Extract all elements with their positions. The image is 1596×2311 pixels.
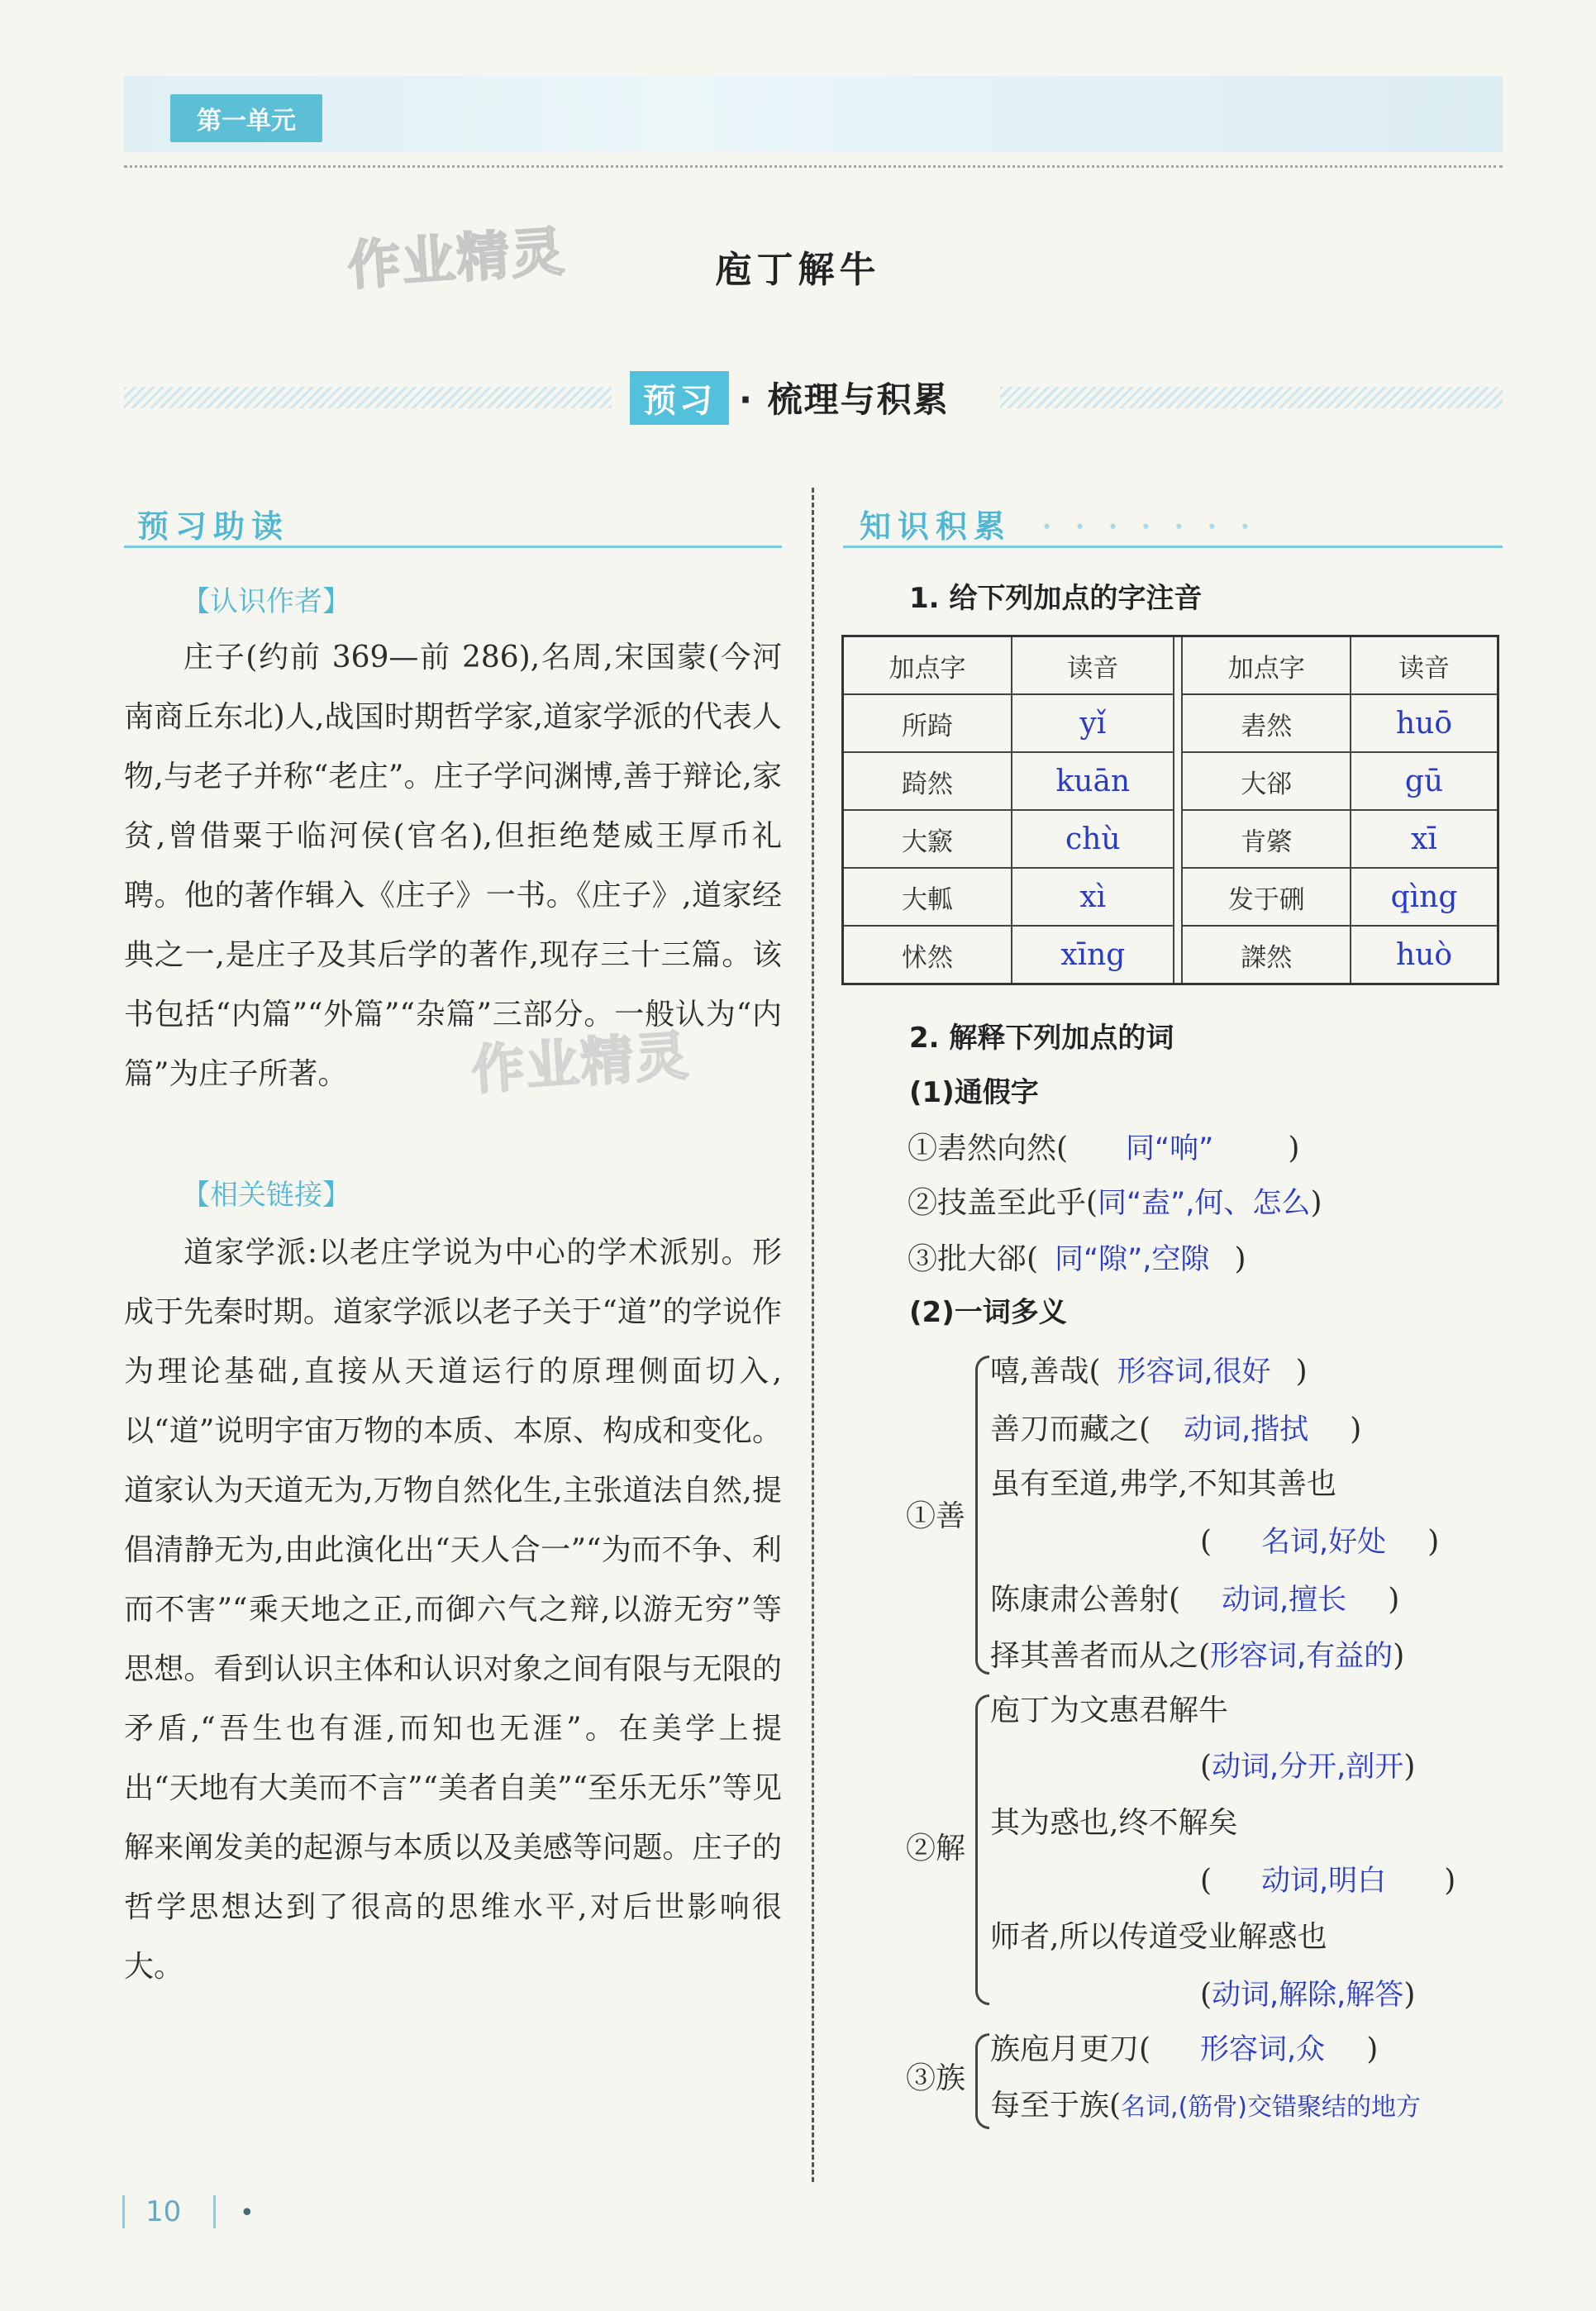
brace-zu <box>975 2033 989 2129</box>
shan-item: 择其善者而从之(形容词,有益的) <box>990 1639 1405 1673</box>
answer: 同“隙”,空隙 <box>1055 1243 1210 1276</box>
table-cell: 大郤 <box>1182 752 1351 810</box>
left-column-heading: 预习助读 <box>137 508 290 545</box>
author-tag: 【认识作者】 <box>182 585 350 618</box>
table-row <box>843 926 1498 984</box>
header-divider <box>124 165 1503 168</box>
jie-item-answer: (动词,解除,解答) <box>1200 1978 1416 2012</box>
section-tag: 预习 <box>630 371 729 425</box>
answer: 形容词,众 <box>1200 2033 1326 2066</box>
table-header-row <box>843 636 1498 695</box>
table-cell: chù <box>1012 810 1174 868</box>
jie-item: 其为惑也,终不解矣 <box>990 1806 1238 1840</box>
page-bar-left <box>122 2195 125 2228</box>
zu-item: 族庖月更刀( 形容词,众 ) <box>990 2032 1379 2066</box>
pinyin-table <box>841 635 1499 985</box>
shan-item: 陈康肃公善射( 动词,擅长 ) <box>990 1583 1400 1617</box>
watermark-2: 作业精灵 <box>469 1025 692 1103</box>
zu-item: 每至于族(名词,(筋骨)交错聚结的地方 <box>990 2089 1421 2123</box>
jie-item-answer: ( 动词,明白 ) <box>1200 1864 1456 1898</box>
table-row <box>843 868 1498 926</box>
page-number: 10 <box>145 2195 182 2228</box>
answer: 名词,好处 <box>1261 1526 1387 1559</box>
table-cell: qìng <box>1351 868 1498 926</box>
section-label: · 梳理与积累 <box>739 379 950 420</box>
table-row <box>843 752 1498 810</box>
answer: 同“盍”,何、怎么 <box>1098 1187 1311 1220</box>
table-header: 读音 <box>1012 636 1174 695</box>
shan-item: 嘻,善哉( 形容词,很好 ) <box>990 1355 1308 1389</box>
jie-item: 师者,所以传道受业解惑也 <box>990 1920 1327 1954</box>
link-paragraph: 道家学派:以老庄学说为中心的学术派别。形成于先秦时期。道家学派以老子关于“道”的学说作为理论基础,直接从天道运行的原理侧面切入,以“道”说明宇宙万物的本质、本原、构成和变化。道家认为天道无为,万物自然化生,主张道法自然,提倡清静无为,由此演化出“天人合一”“为而不争、利而不害”“乘天地之正,而御六气之辩,以游无穷”等思想。看到认识主体和认识对象之间有限与无限的矛盾,“吾生也有涯,而知也无涯”。在美学上提出“天地有大美而不言”“美者自美”“至乐无乐”等见解来阐发美的起源与本质以及美感等问题。庄子的哲学思想达到了很高的思维水平,对后世影响很大。 <box>124 1236 782 1984</box>
decor-stripe-right <box>1000 387 1503 408</box>
shan-item-answer: ( 名词,好处 ) <box>1200 1525 1440 1559</box>
shan-item: 虽有至道,弗学,不知其善也 <box>990 1467 1336 1501</box>
lesson-title: 庖丁解牛 <box>715 249 881 291</box>
column-divider <box>812 488 814 2182</box>
jie-item-answer: (动词,分开,剖开) <box>1200 1750 1416 1784</box>
right-column-heading: 知识积累 <box>860 508 1012 545</box>
answer: 同“响” <box>1126 1132 1214 1165</box>
tongjia-item: ②技盖至此乎(同“盍”,何、怎么) <box>908 1186 1322 1220</box>
answer: 动词,擅长 <box>1222 1584 1347 1617</box>
tongjia-item: ③批大郤( 同“隙”,空隙 ) <box>908 1242 1246 1276</box>
table-cell: 砉然 <box>1182 694 1351 752</box>
table-cell: 肯綮 <box>1182 810 1351 868</box>
link-tag: 【相关链接】 <box>182 1179 350 1212</box>
table-cell: 謋然 <box>1182 926 1351 984</box>
table-cell: gū <box>1351 752 1498 810</box>
unit-tag: 第一单元 <box>170 94 322 142</box>
question-2-title: 2. 解释下列加点的词 <box>909 1022 1174 1055</box>
table-cell: 大軱 <box>843 868 1012 926</box>
table-cell: yǐ <box>1012 694 1174 752</box>
tongjia-item: ①砉然向然( 同“响” ) <box>908 1132 1300 1165</box>
shan-item: 善刀而藏之( 动词,揩拭 ) <box>990 1413 1362 1446</box>
zu-label: ③族 <box>906 2061 966 2095</box>
page-dot: • <box>240 2199 255 2228</box>
table-cell: 发于硎 <box>1182 868 1351 926</box>
jie-item: 庖丁为文惠君解牛 <box>990 1694 1229 1727</box>
section-banner <box>630 369 950 426</box>
table-cell: huō <box>1351 694 1498 752</box>
answer: 动词,揩拭 <box>1184 1413 1309 1446</box>
table-cell: 怵然 <box>843 926 1012 984</box>
table-cell: xī <box>1351 810 1498 868</box>
answer: 动词,解除,解答 <box>1212 1979 1404 2012</box>
brace-jie <box>975 1694 989 2005</box>
shan-label: ①善 <box>906 1499 966 1533</box>
brace-shan <box>975 1356 989 1675</box>
right-heading-rule <box>843 546 1503 548</box>
header-band <box>124 76 1503 152</box>
question-1-title: 1. 给下列加点的字注音 <box>909 582 1203 615</box>
left-heading-rule <box>124 546 782 548</box>
table-cell: 大窾 <box>843 810 1012 868</box>
table-header: 加点字 <box>843 636 1012 695</box>
answer: 名词,(筋骨)交错聚结的地方 <box>1121 2093 1421 2122</box>
author-paragraph: 庄子(约前 369—前 286),名周,宋国蒙(今河南商丘东北)人,战国时期哲学家,道家学派的代表人物,与老子并称“老庄”。庄子学问渊博,善于辩论,家贫,曾借粟于临河侯(官名),但拒绝楚威王厚币礼聘。他的著作辑入《庄子》一书。《庄子》,道家经典之一,是庄子及其后学的著作,现存三十三篇。该书包括“内篇”“外篇”“杂篇”三部分。一般认为“内篇”为庄子所著。 <box>124 641 782 1091</box>
tongjia-title: (1)通假字 <box>909 1076 1039 1109</box>
answer: 动词,明白 <box>1261 1865 1387 1898</box>
page-bar-right <box>213 2195 216 2228</box>
table-header: 读音 <box>1351 636 1498 695</box>
jie-label: ②解 <box>906 1832 966 1865</box>
table-cell: xì <box>1012 868 1174 926</box>
duoyi-title: (2)一词多义 <box>909 1296 1067 1329</box>
table-cell: kuān <box>1012 752 1174 810</box>
table-cell: 踦然 <box>843 752 1012 810</box>
answer: 动词,分开,剖开 <box>1212 1751 1404 1784</box>
table-cell: 所踦 <box>843 694 1012 752</box>
decor-stripe-left <box>124 387 612 408</box>
table-row <box>843 810 1498 868</box>
answer: 形容词,很好 <box>1117 1356 1271 1389</box>
answer: 形容词,有益的 <box>1210 1640 1394 1673</box>
table-row <box>843 694 1498 752</box>
table-header: 加点字 <box>1182 636 1351 695</box>
table-cell: xīng <box>1012 926 1174 984</box>
table-cell: huò <box>1351 926 1498 984</box>
heading-dots: • • • • • • • <box>1041 517 1259 538</box>
watermark: 作业精灵 <box>345 221 568 298</box>
